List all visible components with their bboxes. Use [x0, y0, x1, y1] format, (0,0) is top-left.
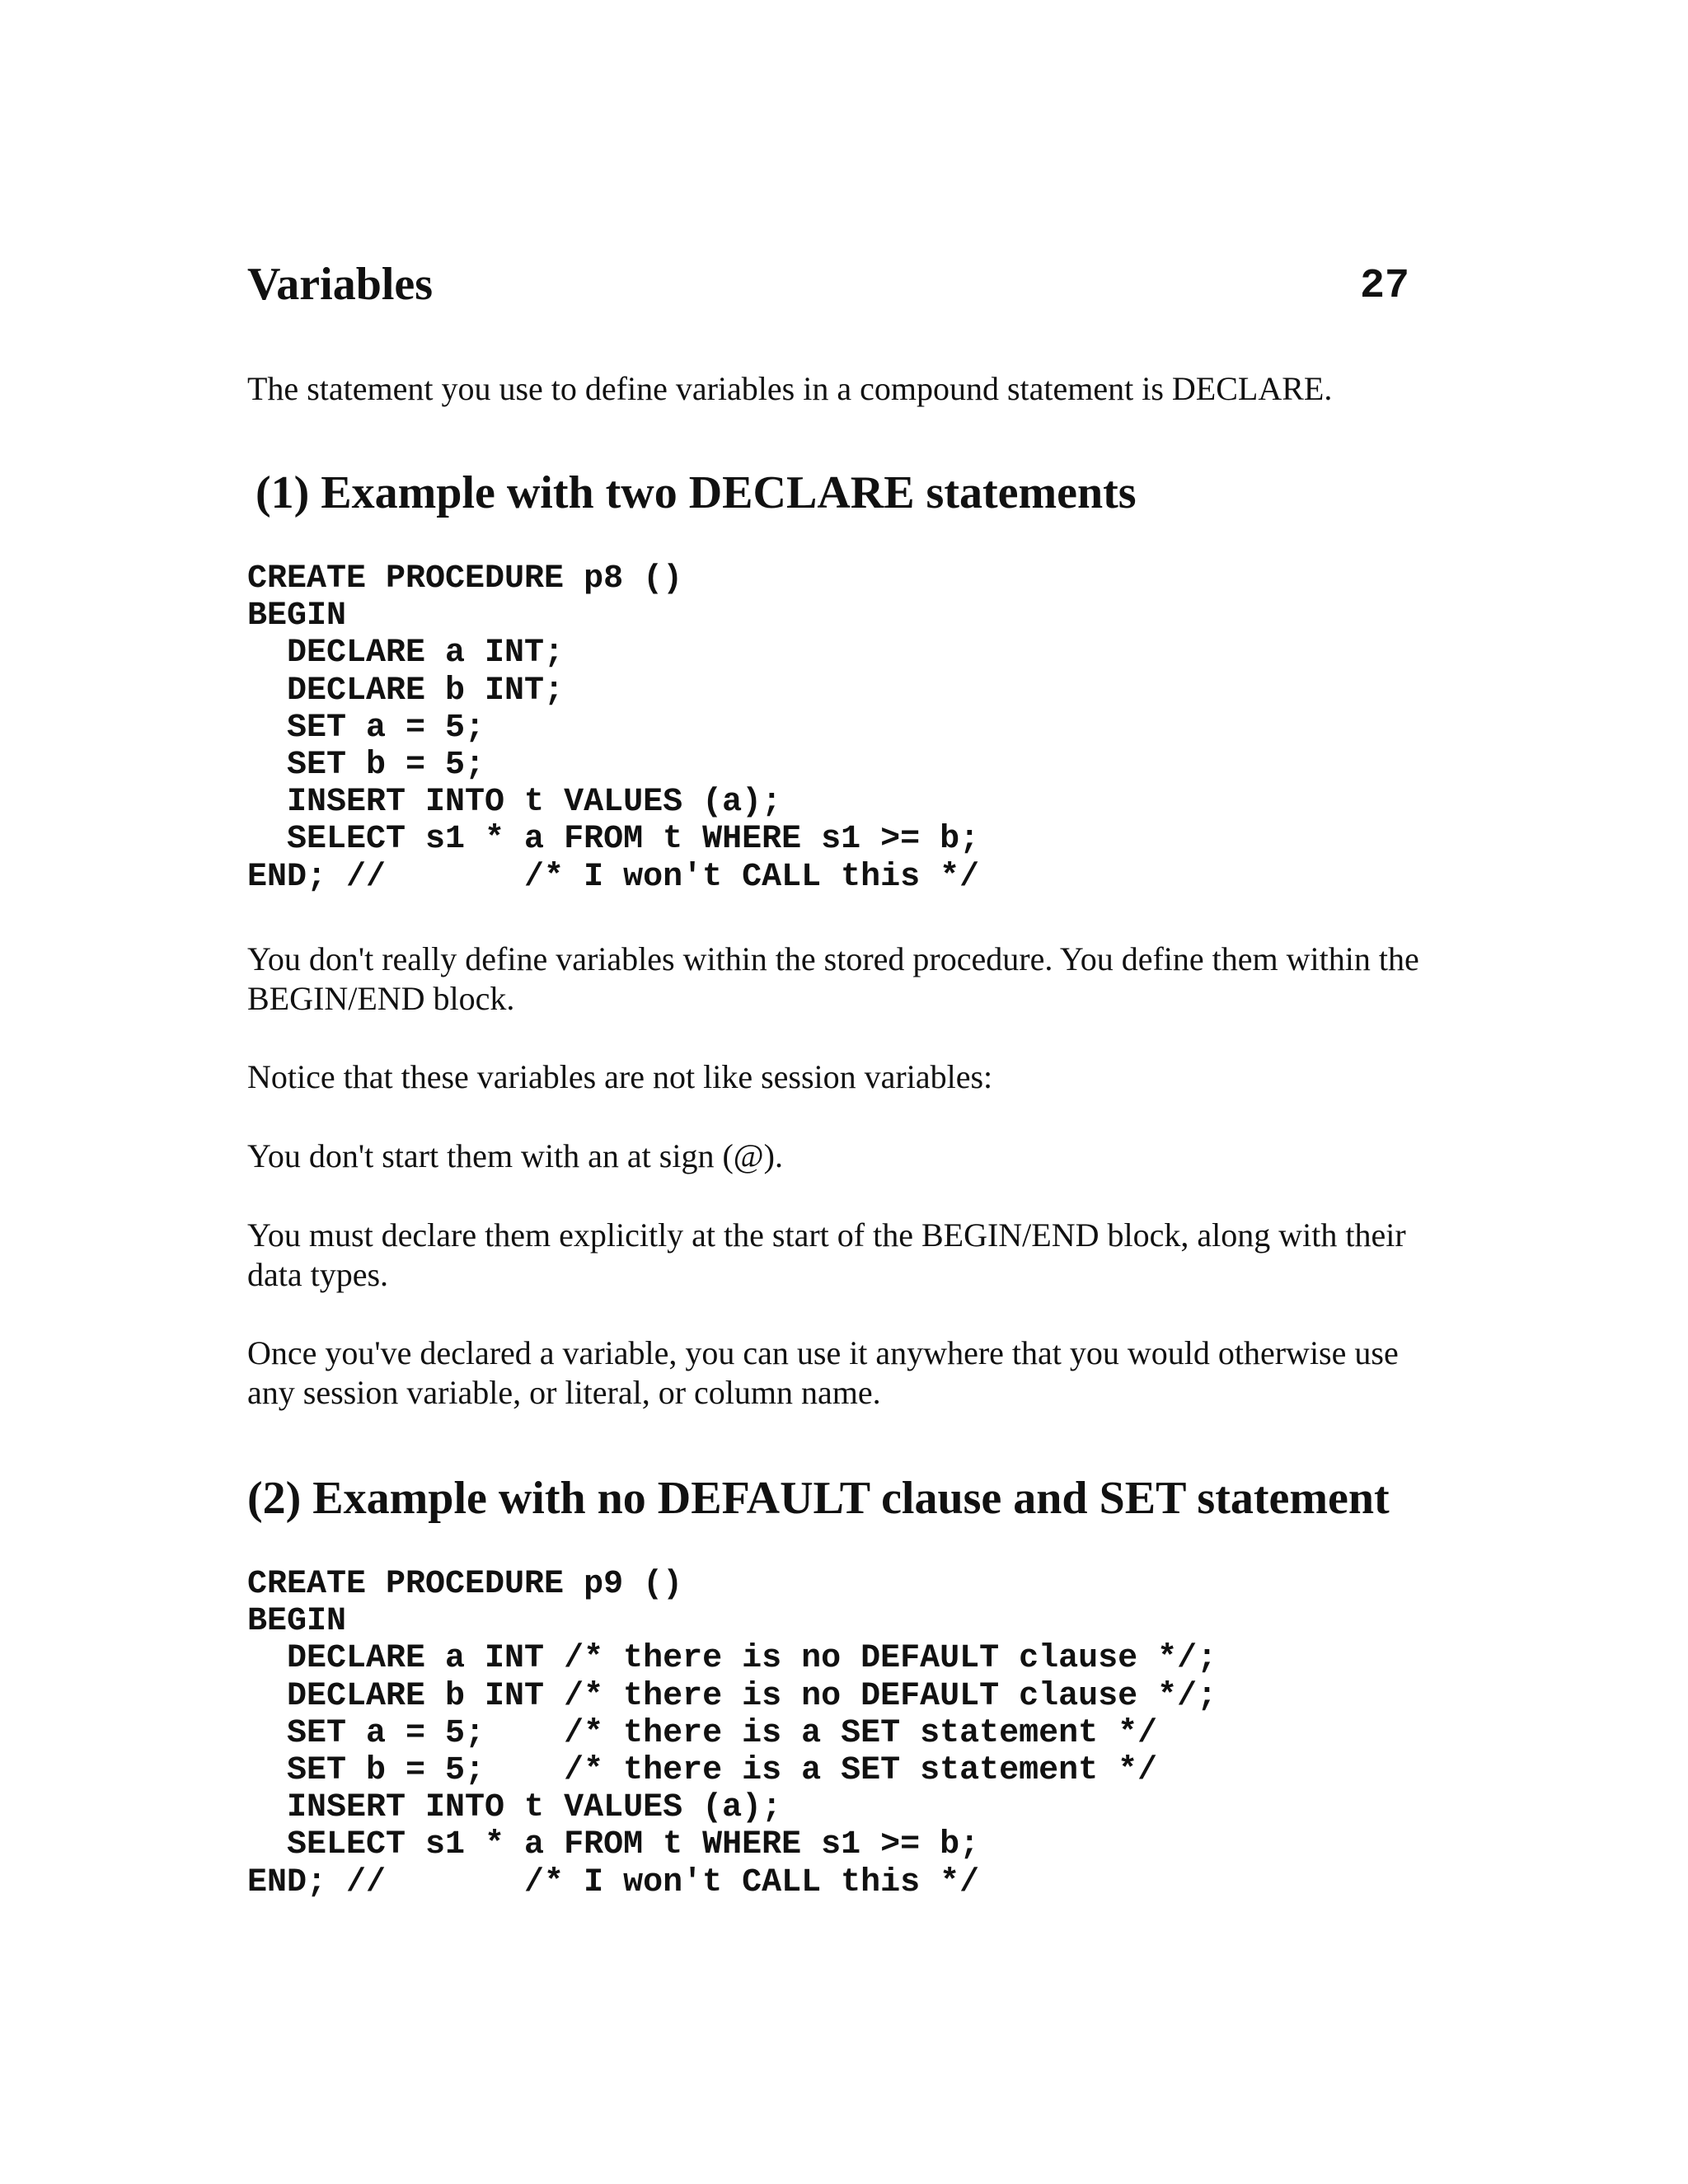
paragraph-not-session-variables: Notice that these variables are not like session variables: [247, 1058, 993, 1095]
paragraph-use-anywhere: Once you've declared a variable, you can use it anywhere that you would otherwise use any session variable, or literal, or column name. [247, 1334, 1399, 1411]
code-line: CREATE PROCEDURE p8 () [247, 560, 683, 598]
page-title: Variables [247, 259, 434, 310]
code-line: DECLARE b INT /* there is no DEFAULT clause */; [247, 1677, 1217, 1715]
code-line: DECLARE b INT; [247, 672, 565, 710]
code-line: BEGIN [247, 1603, 347, 1641]
example-2-heading: (2) Example with no DEFAULT clause and SET statement [247, 1473, 1390, 1524]
code-line: CREATE PROCEDURE p9 () [247, 1566, 683, 1603]
code-line: SET b = 5; /* there is a SET statement */ [247, 1751, 1158, 1789]
code-line: END; // /* I won't CALL this */ [247, 1863, 980, 1901]
code-line: SET b = 5; [247, 746, 485, 784]
example-1-heading: (1) Example with two DECLARE statements [256, 467, 1137, 518]
code-line: DECLARE a INT; [247, 635, 565, 673]
code-line: END; // /* I won't CALL this */ [247, 858, 980, 896]
example-2-code-block [247, 1566, 1217, 1901]
code-line: SET a = 5; /* there is a SET statement */ [247, 1714, 1158, 1752]
page-number: 27 [1359, 263, 1409, 310]
code-line: INSERT INTO t VALUES (a); [247, 784, 782, 822]
code-line: SET a = 5; [247, 709, 485, 747]
code-line: INSERT INTO t VALUES (a); [247, 1789, 782, 1827]
intro-paragraph: The statement you use to define variables in a compound statement is DECLARE. [247, 370, 1333, 407]
code-line: DECLARE a INT /* there is no DEFAULT clause */; [247, 1640, 1217, 1678]
code-line: SELECT s1 * a FROM t WHERE s1 >= b; [247, 821, 980, 859]
paragraph-no-at-sign: You don't start them with an at sign (@). [247, 1137, 783, 1174]
paragraph-define-within-block: You don't really define variables within the stored procedure. You define them within the BEGIN/END block. [247, 940, 1419, 1017]
code-line: SELECT s1 * a FROM t WHERE s1 >= b; [247, 1826, 980, 1864]
example-1-code-block [247, 560, 979, 896]
code-line: BEGIN [247, 598, 347, 635]
paragraph-declare-explicitly: You must declare them explicitly at the start of the BEGIN/END block, along with their data types. [247, 1216, 1406, 1293]
